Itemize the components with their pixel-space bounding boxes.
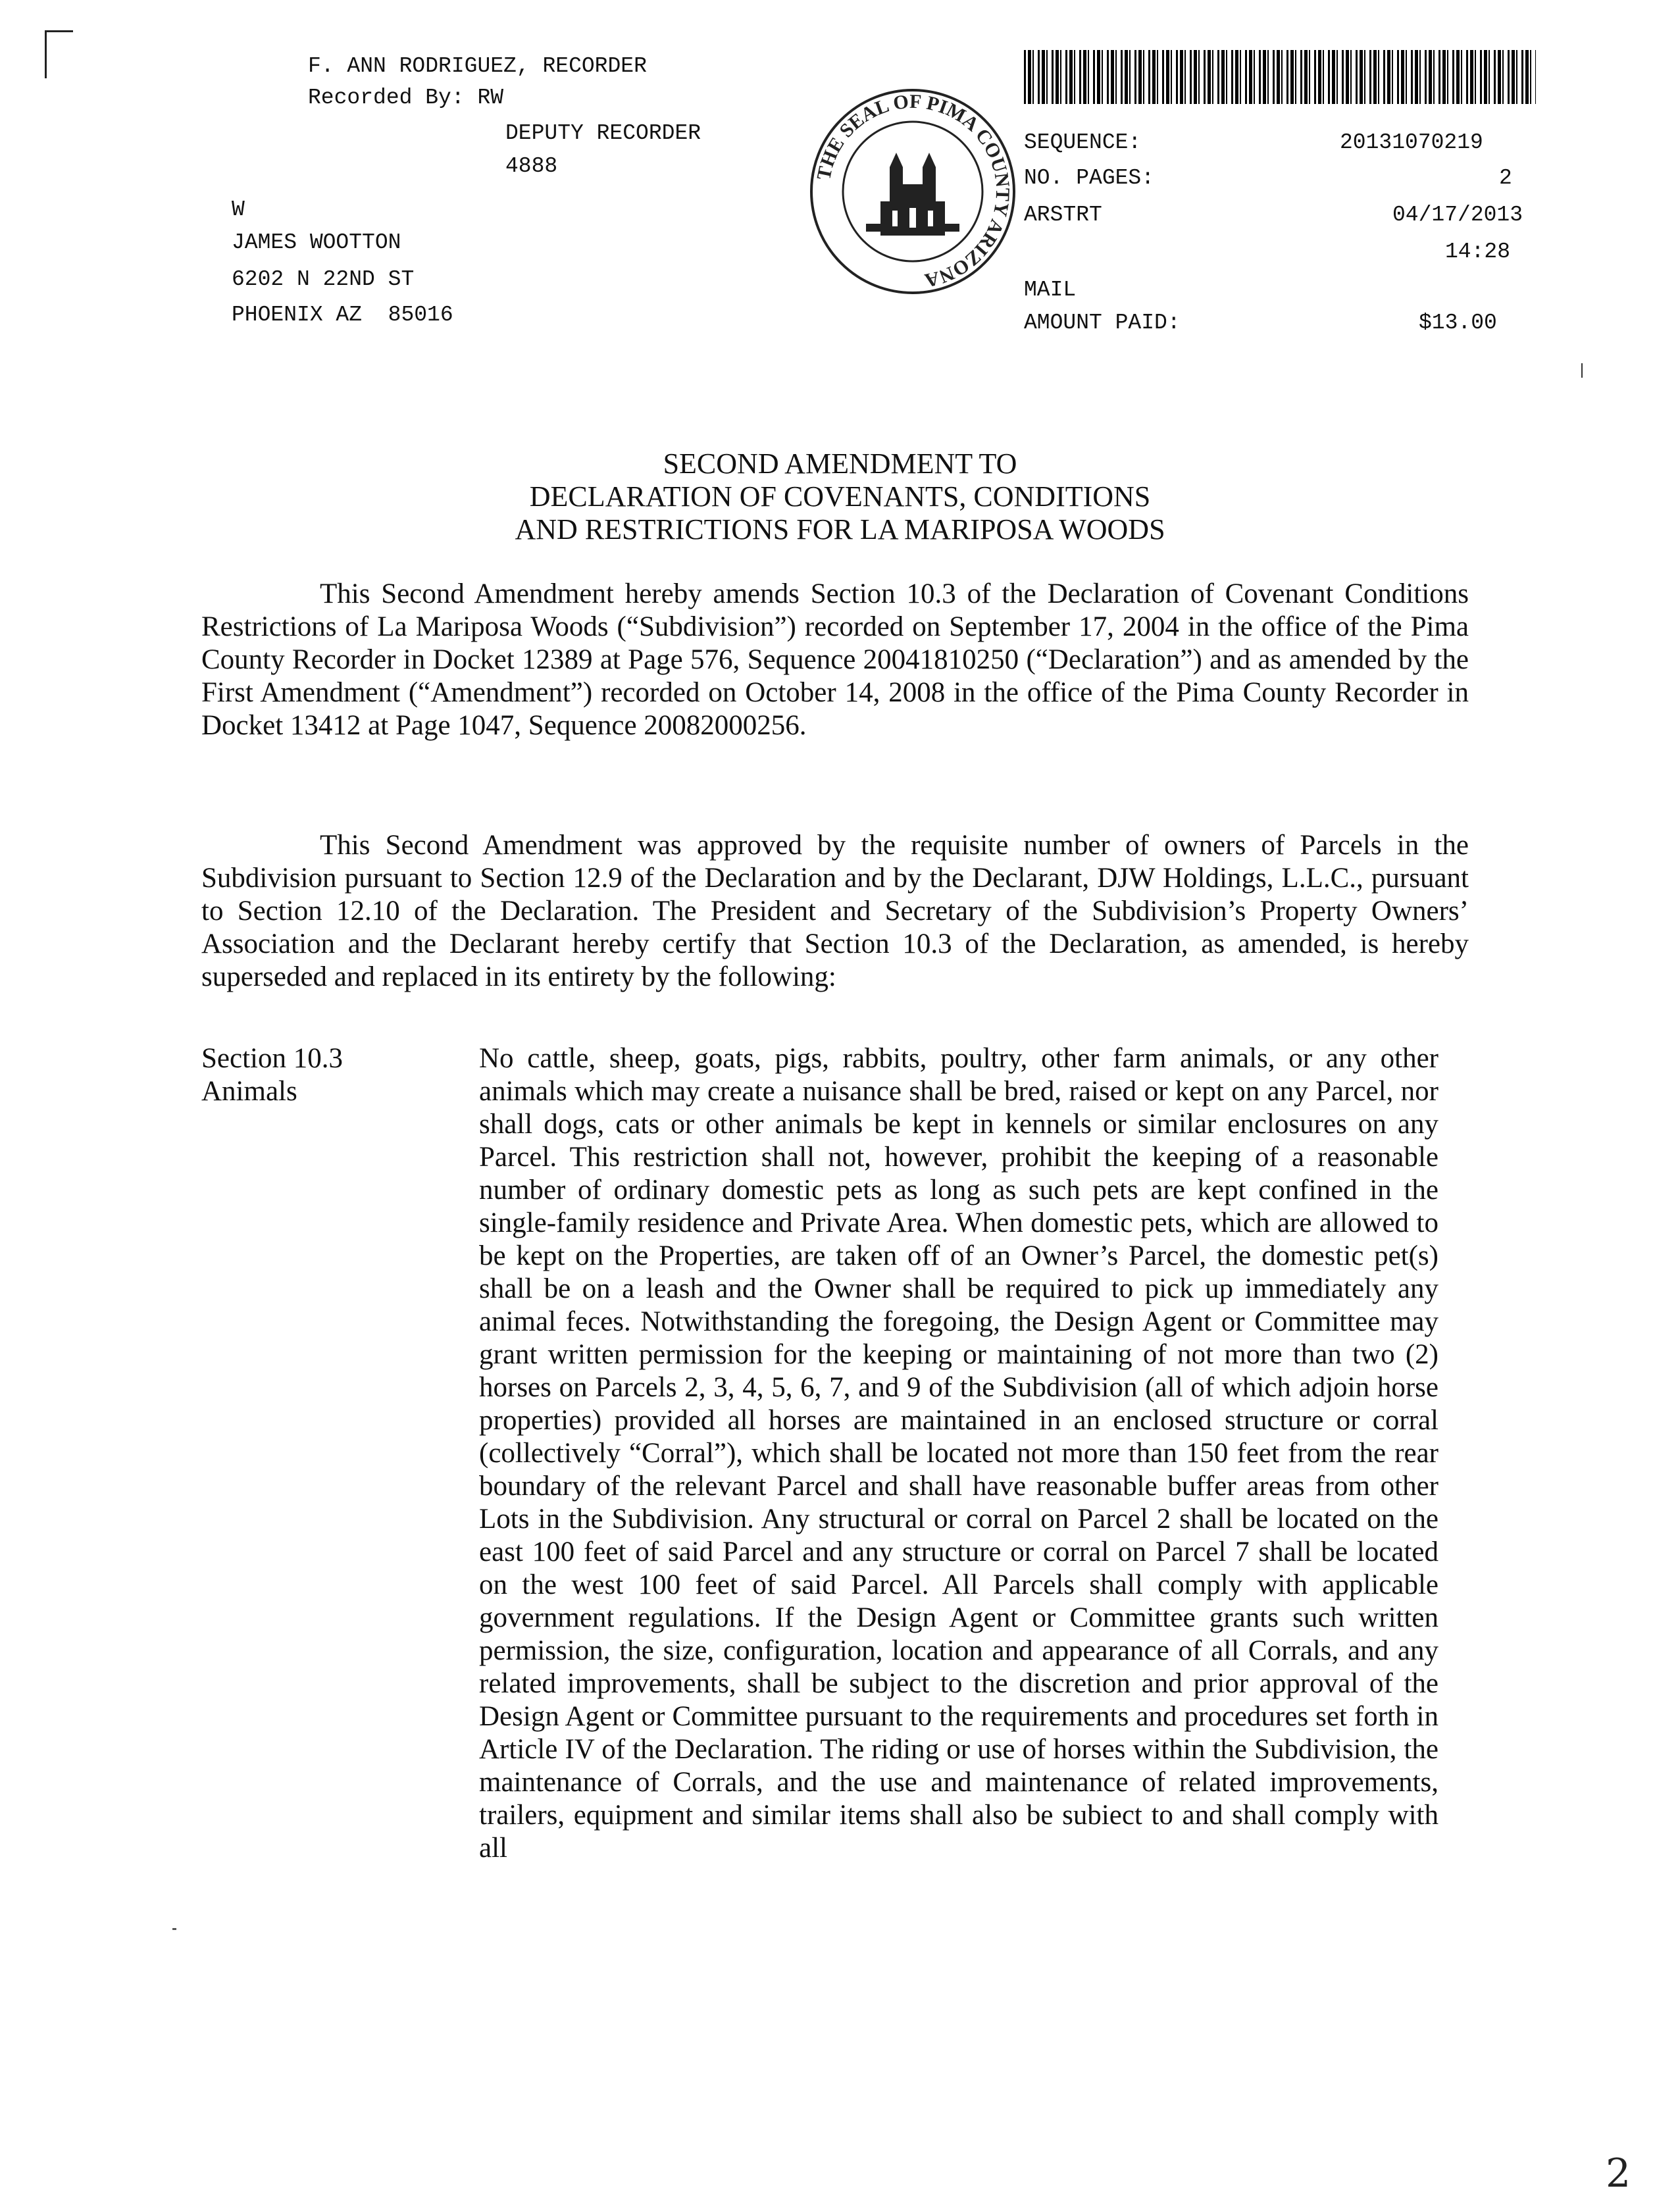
record-date: 04/17/2013	[1392, 203, 1523, 227]
section-text: No cattle, sheep, goats, pigs, rabbits, poultry, other farm animals, or any other animals which may create a nuisance shall be bred, raised or kept on any Parcel, nor shall dogs, cats or other animals be kept in kennels or similar enclosures on any Parcel. This restriction shall not, however, prohibit the keeping of a reasonable number of ordinary domestic pets as long as such pets are kept confined in the single-family residence and Private Area. When domestic pets, which are allowed to be kept on the Properties, are taken off of an Owner’s Parcel, the domestic pet(s) shall be on a leash and the Owner shall be required to pick up immediately any animal feces. Notwithstanding the foregoing, the Design Agent or Committee may grant written permission for the keeping or maintaining of not more than two (2) horses on Parcels 2, 3, 4, 5, 6, 7, and 9 of the Subdivision (all of which adjoin horse properties) provided all horses are maintained in an enclosed structure or corral (collectively “Corral”), which shall be located not more than 150 feet from the rear boundary of the relevant Parcel and shall have reasonable buffer areas from other Lots in the Subdivision. Any structural or corral on Parcel 2 shall be located on the east 100 feet of said Parcel and any structure or corral on Parcel 7 shall be located on the west 100 feet of said Parcel. All Parcels shall comply with applicable government regulations. If the Design Agent or Committee grants such written permission, the size, configuration, location and appearance of all Corrals, and any related improvements, shall be subject to the discretion and prior approval of the Design Agent or Committee pursuant to the requirements and procedures set forth in Article IV of the Declaration. The riding or use of horses within the Subdivision, the maintenance of Corrals, and the use and maintenance of related improvements, trailers, equipment and similar items shall also be subiect to and shall comply with all	[479, 1043, 1438, 1864]
pima-county-seal	[807, 86, 1019, 297]
pages-value: 2	[1499, 166, 1512, 190]
title-line-3: AND RESTRICTIONS FOR LA MARIPOSA WOODS	[515, 513, 1165, 546]
sequence-label: SEQUENCE:	[1024, 130, 1142, 155]
record-time: 14:28	[1445, 240, 1511, 264]
section-heading	[201, 1042, 343, 1108]
pages-label: NO. PAGES:	[1024, 166, 1155, 190]
amount-paid-label: AMOUNT PAID:	[1024, 311, 1181, 335]
scan-corner-mark	[45, 30, 73, 78]
deputy-number: 4888	[505, 154, 558, 178]
paragraph-approval: This Second Amendment was approved by the requisite number of owners of Parcels in the Subdivision pursuant to Section 12.9 of the Declaration and by the Declarant, DJW Holdings, L.L.C., pursuant to Section 12.10 of the Declaration. The President and Secretary of the Subdivision’s Property Owners’ Association and the Declarant hereby certify that Section 10.3 of the Declaration, as amended, is hereby superseded and replaced in its entirety by the following:	[201, 830, 1469, 992]
delivery-method: MAIL	[1024, 278, 1077, 302]
document-title	[0, 447, 1680, 546]
paragraph-amendment-intro: This Second Amendment hereby amends Section 10.3 of the Declaration of Covenant Conditions Restrictions of La Mariposa Woods (“Subdivision”) recorded on September 17, 2004 in the office of the Pima County Recorder in Docket 12389 at Page 576, Sequence 20041810250 (“Declaration”) and as amended by the First Amendment (“Amendment”) recorded on October 14, 2008 in the office of the Pima County Recorder in Docket 13412 at Page 1047, Sequence 20082000256.	[201, 578, 1469, 741]
recorder-line: F. ANN RODRIGUEZ, RECORDER	[308, 54, 647, 78]
amount-paid-value: $13.00	[1419, 311, 1497, 335]
recorded-by: Recorded By: RW	[308, 86, 504, 110]
return-initial: W	[232, 197, 245, 222]
scan-mark	[1581, 363, 1583, 378]
section-name: Animals	[201, 1076, 297, 1107]
sequence-value: 20131070219	[1340, 130, 1483, 155]
title-line-2: DECLARATION OF COVENANTS, CONDITIONS	[529, 480, 1151, 513]
addressee-name: JAMES WOOTTON	[232, 230, 401, 255]
deputy-recorder: DEPUTY RECORDER	[505, 121, 701, 145]
document-type: ARSTRT	[1024, 203, 1102, 227]
barcode	[1024, 50, 1536, 104]
page-number-mark: 2	[1606, 2150, 1631, 2197]
scan-speck	[172, 1928, 176, 1930]
section-number: Section 10.3	[201, 1043, 343, 1074]
addressee-street: 6202 N 22ND ST	[232, 267, 415, 292]
title-line-1: SECOND AMENDMENT TO	[663, 447, 1017, 480]
svg-text:THE SEAL OF PIMA COUNTY ARIZON: THE SEAL OF PIMA COUNTY ARIZONA	[813, 90, 1014, 292]
addressee-city: PHOENIX AZ 85016	[232, 303, 453, 327]
